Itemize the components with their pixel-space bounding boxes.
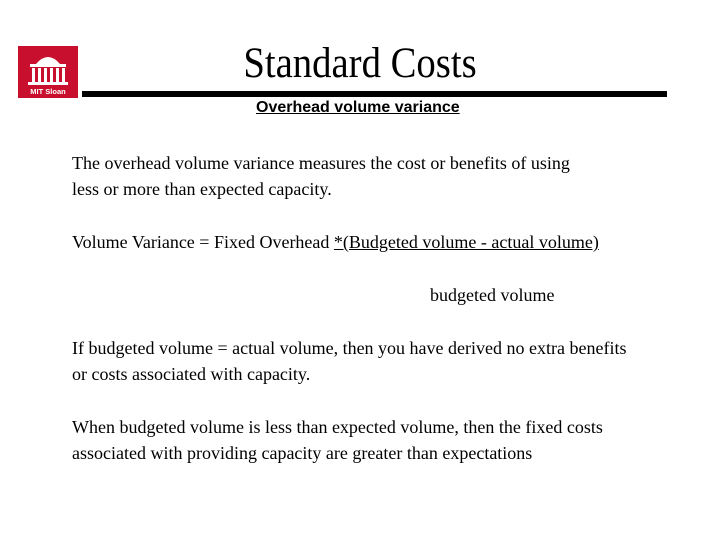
paragraph-line: or costs associated with capacity. — [72, 364, 311, 384]
paragraph-line: less or more than expected capacity. — [72, 179, 332, 199]
slide-subtitle: Overhead volume variance — [256, 99, 460, 116]
svg-text:MIT Sloan: MIT Sloan — [30, 87, 66, 96]
paragraph-capacity-definition — [72, 150, 570, 202]
paragraph-line: The overhead volume variance measures the cost or benefits of using — [72, 153, 570, 173]
formula-numerator: *(Budgeted volume - actual volume) — [333, 232, 599, 252]
volume-variance-formula — [72, 229, 599, 255]
formula-denominator: budgeted volume — [430, 285, 555, 305]
slide-title: Standard Costs — [243, 40, 477, 87]
paragraph-less-volume — [72, 414, 603, 466]
formula-left: Volume Variance = Fixed Overhead — [72, 232, 334, 252]
paragraph-equal-volume — [72, 335, 626, 387]
paragraph-line: associated with providing capacity are greater than expectations — [72, 443, 533, 463]
paragraph-line: If budgeted volume = actual volume, then you have derived no extra benefits — [72, 338, 627, 358]
paragraph-line: When budgeted volume is less than expected volume, then the fixed costs — [72, 417, 603, 437]
